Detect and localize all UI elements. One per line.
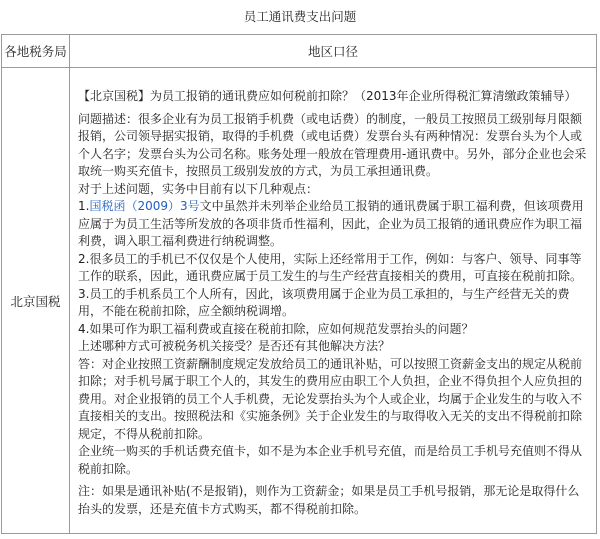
- answer: 答：对企业按照工资薪酬制度规定发放给员工的通讯补贴，可以按照工资薪金支出的规定从税前扣除；对手机号属于职工个人的，其发生的费用应由职工个人负担，企业不得负担个人应负担的费用。对企业报销的员工个人手机费，无论发票抬头为个人或企业，均属于企业发生的与收入不直接相关的支出。按照税法和《实施条例》关于企业发生的与取得收入无关的支出不得税前扣除规定，不得从税前扣除。: [78, 356, 583, 441]
- column-header-region-scope: 地区口径: [70, 35, 597, 68]
- view-3: 3.员工的手机系员工个人所有，因此，该项费用属于企业为员工承担的，与生产经营无关的费用，不能在税前扣除，应全额纳税调增。: [78, 286, 570, 318]
- question: 上述哪种方式可被税务机关接受？是否还有其他解决方法？: [78, 339, 391, 353]
- table-row: [2, 68, 597, 534]
- view-1-text: 文中虽然并未列举企业给员工报销的通讯费属于职工福利费，但该项费用应属于为员工生活等所发放的各项非货币性福利，因此，企业为员工报销的通讯费应作为职工福利费，调入职工福利费进行纳税调整。: [78, 199, 584, 248]
- policy-heading: 【北京国税】为员工报销的通讯费应如何税前扣除？（2013年企业所得税汇算清缴政策辅导）: [78, 89, 577, 103]
- policy-document-link[interactable]: 国税函（2009）3号: [89, 199, 200, 213]
- column-header-tax-bureau: 各地税务局: [2, 35, 70, 68]
- view-1-prefix: 1.: [78, 199, 90, 213]
- table-header-row: [2, 35, 597, 68]
- region-cell: 北京国税: [2, 68, 70, 534]
- page-title: 员工通讯费支出问题: [243, 9, 357, 24]
- view-2: 2.很多员工的手机已不仅仅是个人使用，实际上还经常用于工作，例如：与客户、领导、同事等工作的联系，因此，通讯费应属于员工发生的与生产经营直接相关的费用，可直接在税前扣除。: [78, 251, 583, 283]
- footnote: 注：如果是通讯补贴(不是报销)，则作为工资薪金；如果是员工手机号报销，那无论是取得什么抬头的发票，还是充值卡方式购买，都不得税前扣除。: [78, 484, 580, 516]
- view-1: [78, 198, 588, 251]
- view-4: 4.如果可作为职工福利费或直接在税前扣除，应如何规范发票抬头的问题？: [78, 321, 474, 336]
- recharge-card-note: 企业统一购买的手机话费充值卡，如不是为本企业手机号充值，而是给员工手机号充值则不得从税前扣除。: [78, 444, 583, 476]
- tax-policy-table: [1, 34, 597, 534]
- views-intro: 对于上述问题，实务中目前有以下几种观点：: [78, 181, 319, 196]
- problem-description: 问题描述：很多企业有为员工报销手机费（或电话费）的制度，一般员工按照员工级别每月限额报销，公司领导据实报销，取得的手机费（或电话费）发票台头有两种情况：发票台头为个人或个人名字；发票台头为公司名称。账务处理一般放在管理费用-通讯费中。另外，部分企业也会采取统一购买充值卡，按照员工级别发放的方式，为员工承担通讯费。: [78, 111, 587, 178]
- content-cell: [70, 68, 597, 534]
